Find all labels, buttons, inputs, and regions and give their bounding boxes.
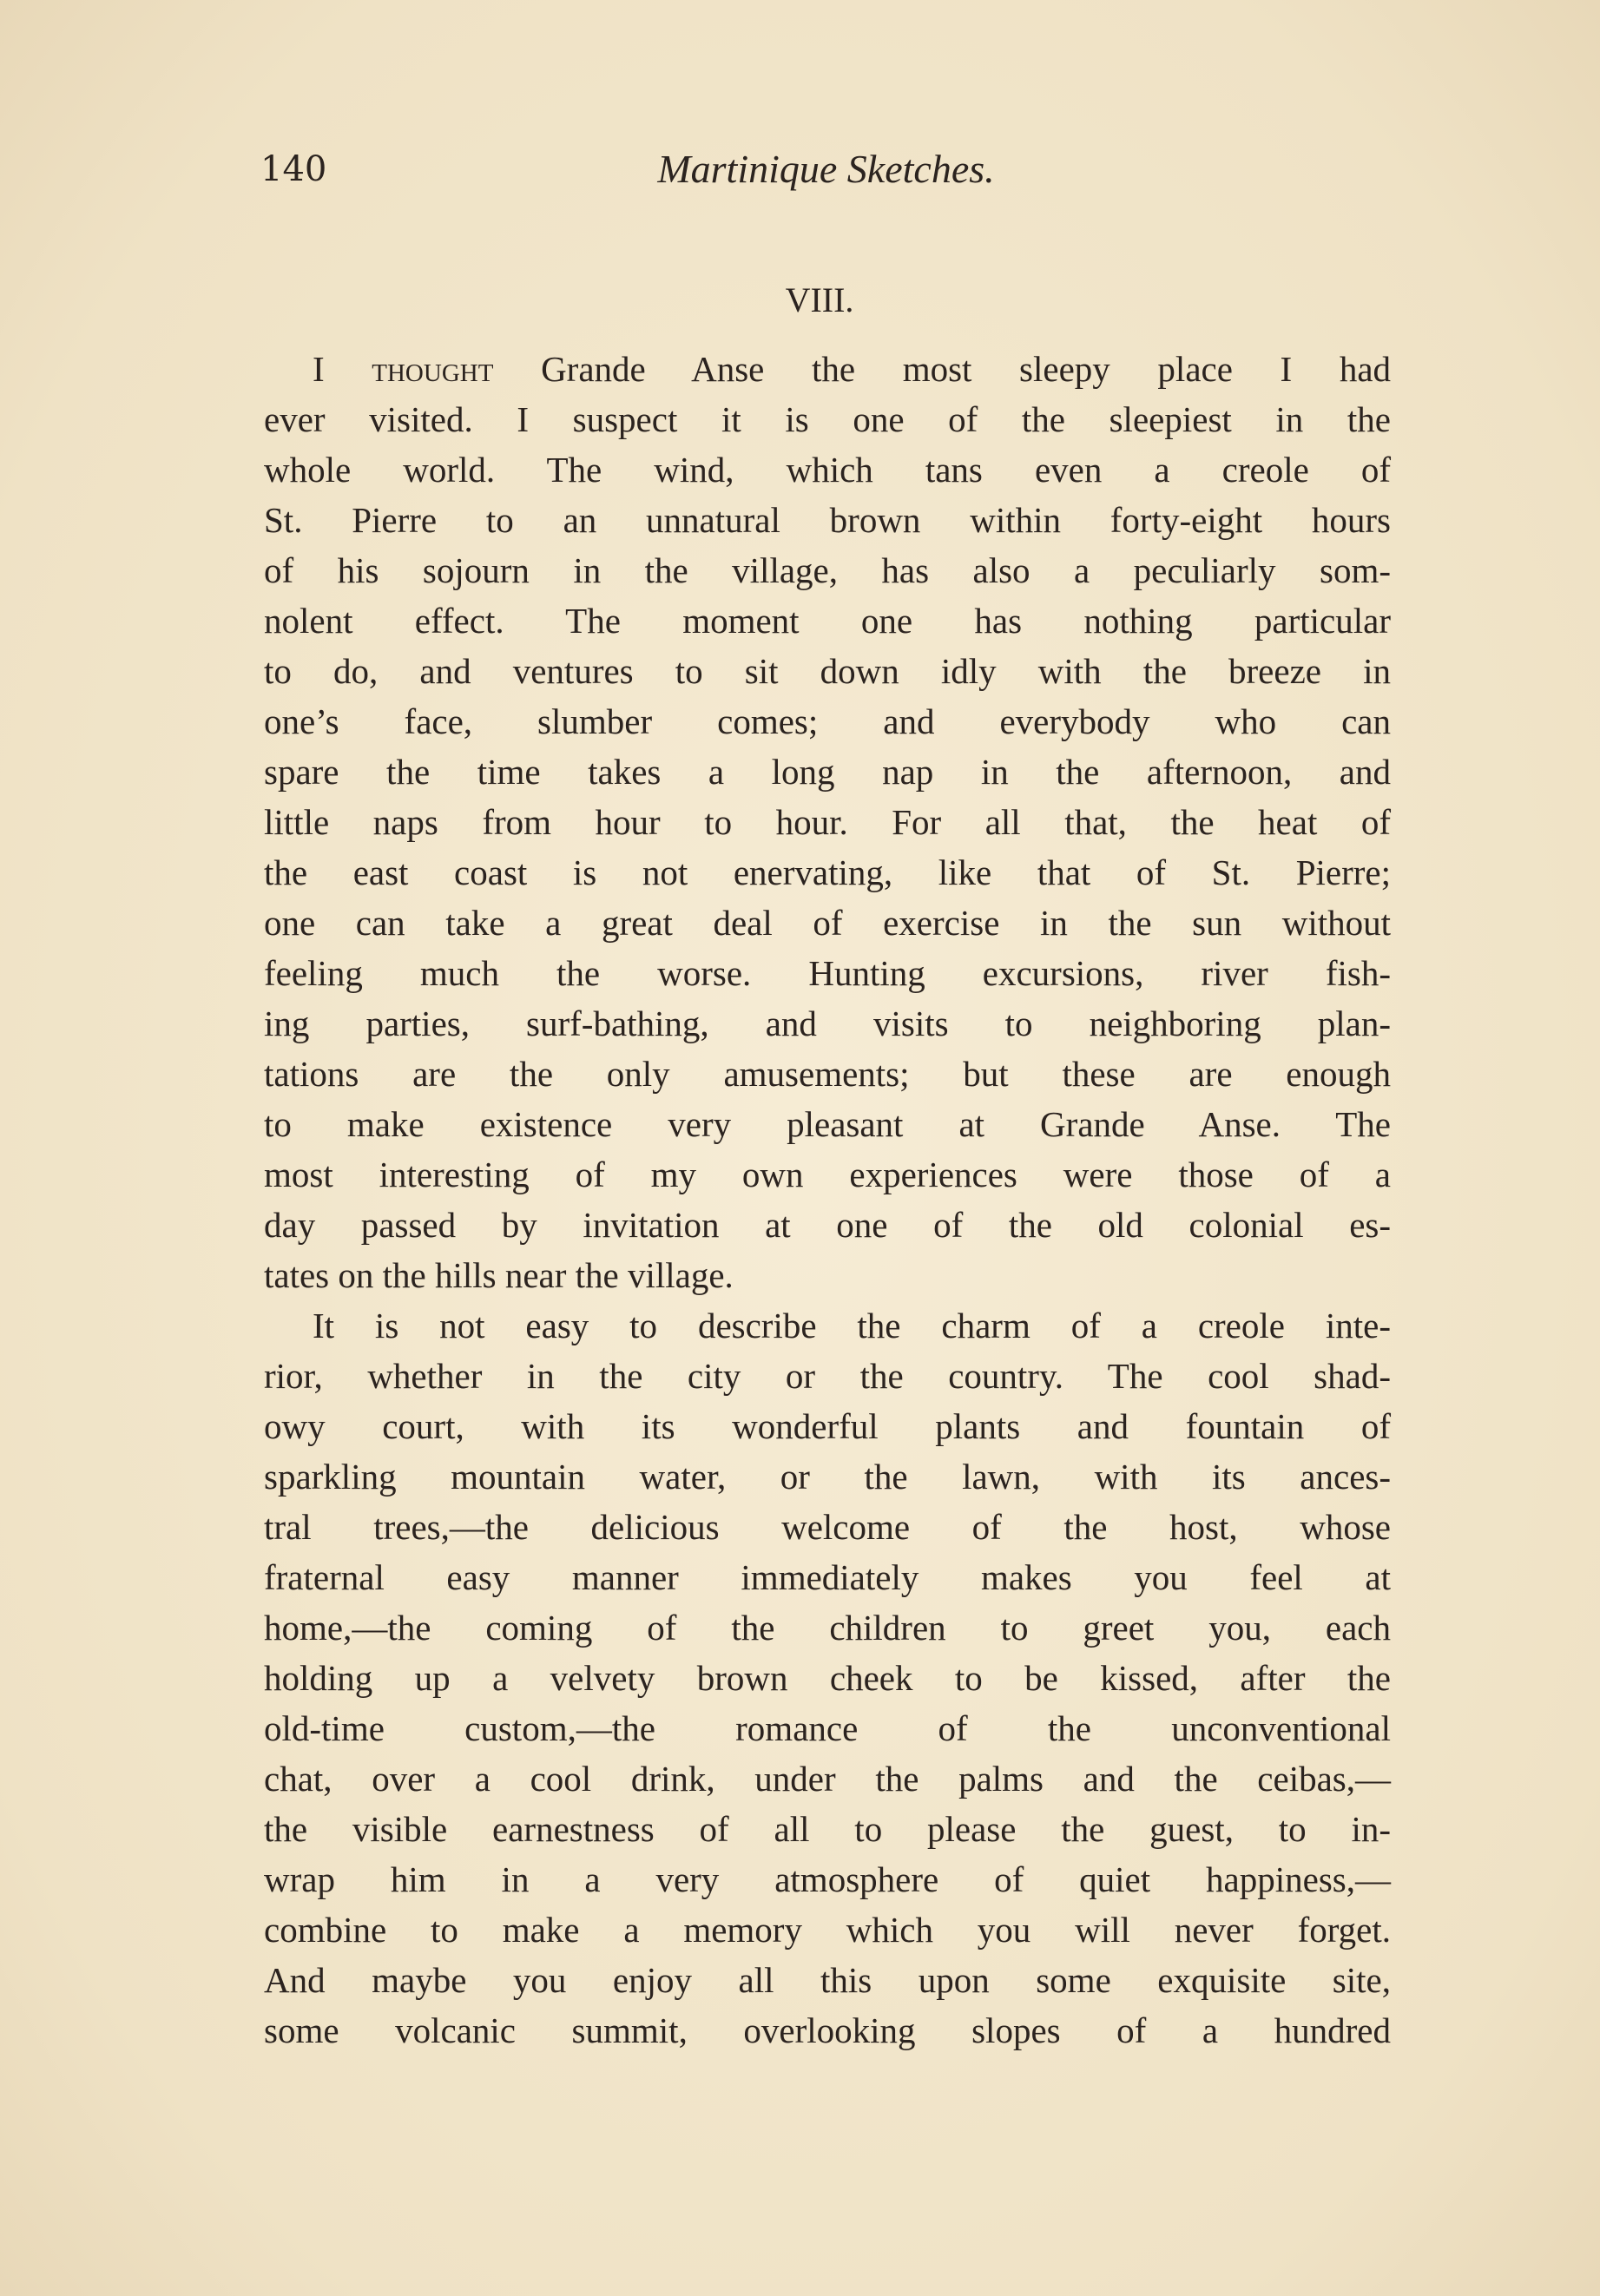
- text-line: [264, 998, 1391, 1049]
- text-line: [264, 595, 1391, 646]
- line-text: some volcanic summit, overlooking slopes of a hundred: [264, 2010, 1391, 2050]
- text-line: [264, 1149, 1391, 1200]
- text-line: [264, 948, 1391, 998]
- line-text: one’s face, slumber comes; and everybody who can: [264, 701, 1391, 741]
- line-text: feeling much the worse. Hunting excursions, river fish-: [264, 953, 1391, 993]
- text-line: [264, 1451, 1391, 1502]
- line-text: spare the time takes a long nap in the afternoon, and: [264, 752, 1391, 792]
- line-text: And maybe you enjoy all this upon some exquisite site,: [264, 1960, 1391, 2000]
- text-line: [264, 797, 1391, 847]
- line-text: day passed by invitation at one of the old colonial es-: [264, 1205, 1391, 1245]
- text-line: [264, 444, 1391, 495]
- text-line: [264, 495, 1391, 545]
- text-line: [264, 1804, 1391, 1854]
- text-line: [264, 1099, 1391, 1149]
- text-line: [264, 1653, 1391, 1703]
- line-text: sparkling mountain water, or the lawn, with its ances-: [264, 1457, 1391, 1497]
- chapter-heading: VIII.: [785, 280, 854, 319]
- text-line: [264, 545, 1391, 595]
- text-line: [264, 1351, 1391, 1401]
- text-line: [264, 1200, 1391, 1250]
- text-line: [264, 1854, 1391, 1905]
- text-line: [264, 898, 1391, 948]
- line-text: most interesting of my own experiences were those of a: [264, 1155, 1391, 1194]
- line-text: holding up a velvety brown cheek to be kissed, after the: [264, 1658, 1391, 1698]
- running-title: Martinique Sketches.: [657, 147, 995, 191]
- line-text: home,—the coming of the children to greet you, each: [264, 1608, 1391, 1648]
- text-line: [264, 1602, 1391, 1653]
- line-text: owy court, with its wonderful plants and fountain of: [264, 1406, 1391, 1446]
- line-text: to do, and ventures to sit down idly with the breeze in: [264, 651, 1391, 691]
- line-text: ever visited. I suspect it is one of the sleepiest in the: [264, 399, 1391, 439]
- text-line: [264, 1300, 1391, 1351]
- line-text: the east coast is not enervating, like that of St. Pierre;: [264, 852, 1391, 892]
- text-line: [264, 1955, 1391, 2005]
- body-text: [264, 344, 1391, 2056]
- line-text: wrap him in a very atmosphere of quiet happiness,—: [264, 1859, 1391, 1899]
- text-line: [264, 747, 1391, 797]
- text-line: [264, 1502, 1391, 1552]
- line-text: ing parties, surf-bathing, and visits to neighboring plan-: [264, 1003, 1391, 1043]
- line-text: tates on the hills near the village.: [264, 1255, 734, 1295]
- line-text: tations are the only amusements; but these are enough: [264, 1054, 1391, 1094]
- line-text: one can take a great deal of exercise in the sun without: [264, 903, 1391, 943]
- line-text: little naps from hour to hour. For all that, the heat of: [264, 802, 1391, 842]
- line-text: to make existence very pleasant at Grande Anse. The: [264, 1104, 1391, 1144]
- text-line: [264, 1552, 1391, 1602]
- text-line: [264, 344, 1391, 394]
- line-text: tral trees,—the delicious welcome of the host, whose: [264, 1507, 1391, 1547]
- text-line: [264, 1703, 1391, 1753]
- line-text: the visible earnestness of all to please the guest, to in-: [264, 1809, 1391, 1849]
- text-line: [264, 646, 1391, 696]
- text-line: [264, 1401, 1391, 1451]
- text-line: [264, 1250, 1391, 1300]
- line-text: combine to make a memory which you will never forget.: [264, 1910, 1391, 1950]
- text-line: [264, 1753, 1391, 1804]
- text-line: [264, 1049, 1391, 1099]
- line-text: whole world. The wind, which tans even a creole of: [264, 450, 1391, 490]
- small-caps-opening: I thought: [313, 349, 494, 389]
- page-number: 140: [260, 149, 327, 189]
- line-text: Grande Anse the most sleepy place I had: [493, 349, 1392, 389]
- text-line: [264, 394, 1391, 444]
- line-text: nolent effect. The moment one has nothing particular: [264, 601, 1391, 641]
- line-text: rior, whether in the city or the country. The cool shad-: [264, 1356, 1391, 1396]
- line-text: old-time custom,—the romance of the unconventional: [264, 1708, 1391, 1748]
- line-text: fraternal easy manner immediately makes you feel at: [264, 1557, 1391, 1597]
- line-text: St. Pierre to an unnatural brown within forty-eight hours: [264, 500, 1391, 540]
- text-line: [264, 1905, 1391, 1955]
- text-line: [264, 2005, 1391, 2056]
- line-text: of his sojourn in the village, has also a peculiarly som-: [264, 550, 1391, 590]
- text-line: [264, 847, 1391, 898]
- line-text: chat, over a cool drink, under the palms and the ceibas,—: [264, 1759, 1391, 1799]
- line-text: It is not easy to describe the charm of a creole inte-: [313, 1306, 1391, 1345]
- text-line: [264, 696, 1391, 747]
